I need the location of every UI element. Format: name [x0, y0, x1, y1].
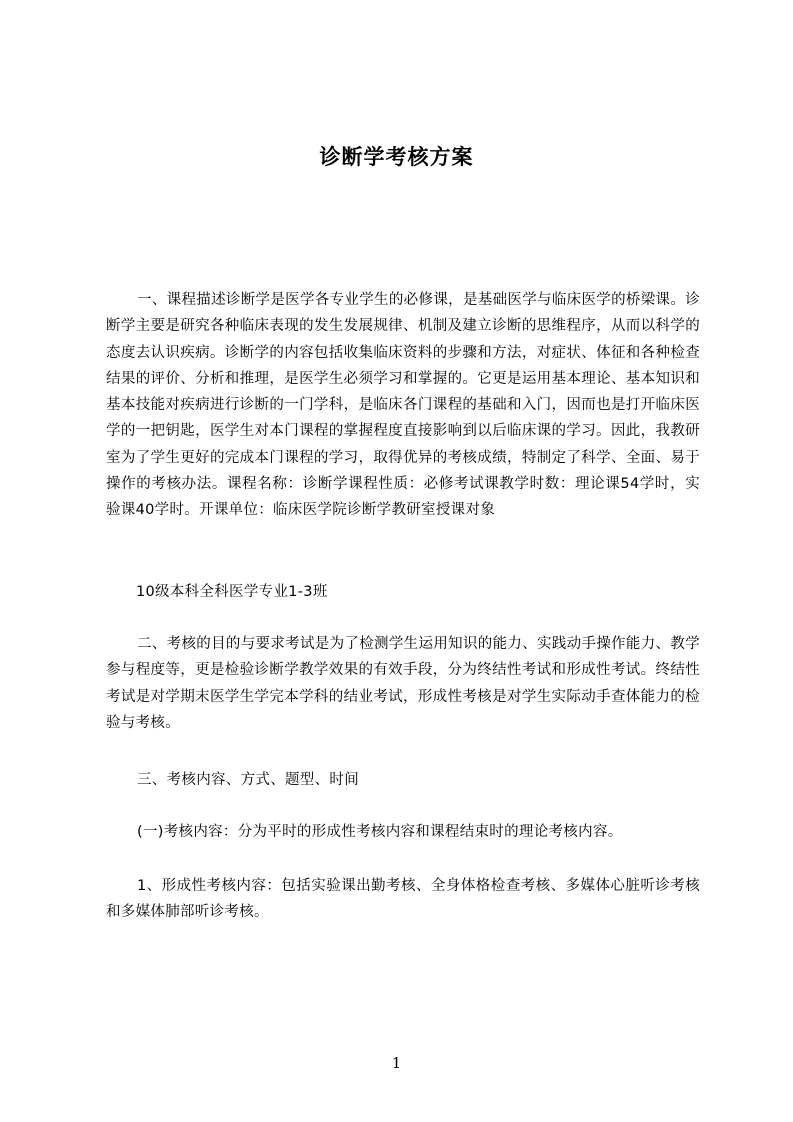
paragraph-course-description: 一、课程描述诊断学是医学各专业学生的必修课，是基础医学与临床医学的桥梁课。诊断学主要是研究各种临床表现的发生发展规律、机制及建立诊断的思维程序，从而以科学的态度去认识疾病。诊断学的内容包括收集临床资料的步骤和方法，对症状、体征和各种检查结果的评价、分析和推理，是医学生必须学习和掌握的。它更是运用基本理论、基本知识和基本技能对疾病进行诊断的一门学科，是临床各门课程的基础和入门，因而也是打开临床医学的一把钥匙，医学生对本门课程的掌握程度直接影响到以后临床课的学习。因此，我教研室为了学生更好的完成本门课程的学习，取得优异的考核成绩，特制定了科学、全面、易于操作的考核办法。课程名称：诊断学课程性质：必修考试课教学时数：理论课54学时，实验课40学时。开课单位：临床医学院诊断学教研室授课对象: [106, 292, 700, 519]
document-title: 诊断学考核方案: [319, 145, 474, 169]
paragraph-purpose-requirements: 二、考核的目的与要求考试是为了检测学生运用知识的能力、实践动手操作能力、教学参与程度等，更是检验诊断学教学效果的有效手段，分为终结性考试和形成性考试。终结性考试是对学期末医学生学完本学科的结业考试，形成性考核是对学生实际动手查体能力的检验与考核。: [106, 636, 700, 731]
paragraph-formative-assessment: 1、形成性考核内容：包括实验课出勤考核、全身体格检查考核、多媒体心脏听诊考核和多媒体肺部听诊考核。: [106, 878, 700, 921]
paragraph-assessment-content: (一)考核内容：分为平时的形成性考核内容和课程结束时的理论考核内容。: [137, 824, 623, 840]
page-number: 1: [391, 1054, 402, 1072]
paragraph-section-three-heading: 三、考核内容、方式、题型、时间: [137, 772, 359, 788]
paragraph-target-students: 10级本科全科医学专业1-3班: [136, 584, 328, 600]
